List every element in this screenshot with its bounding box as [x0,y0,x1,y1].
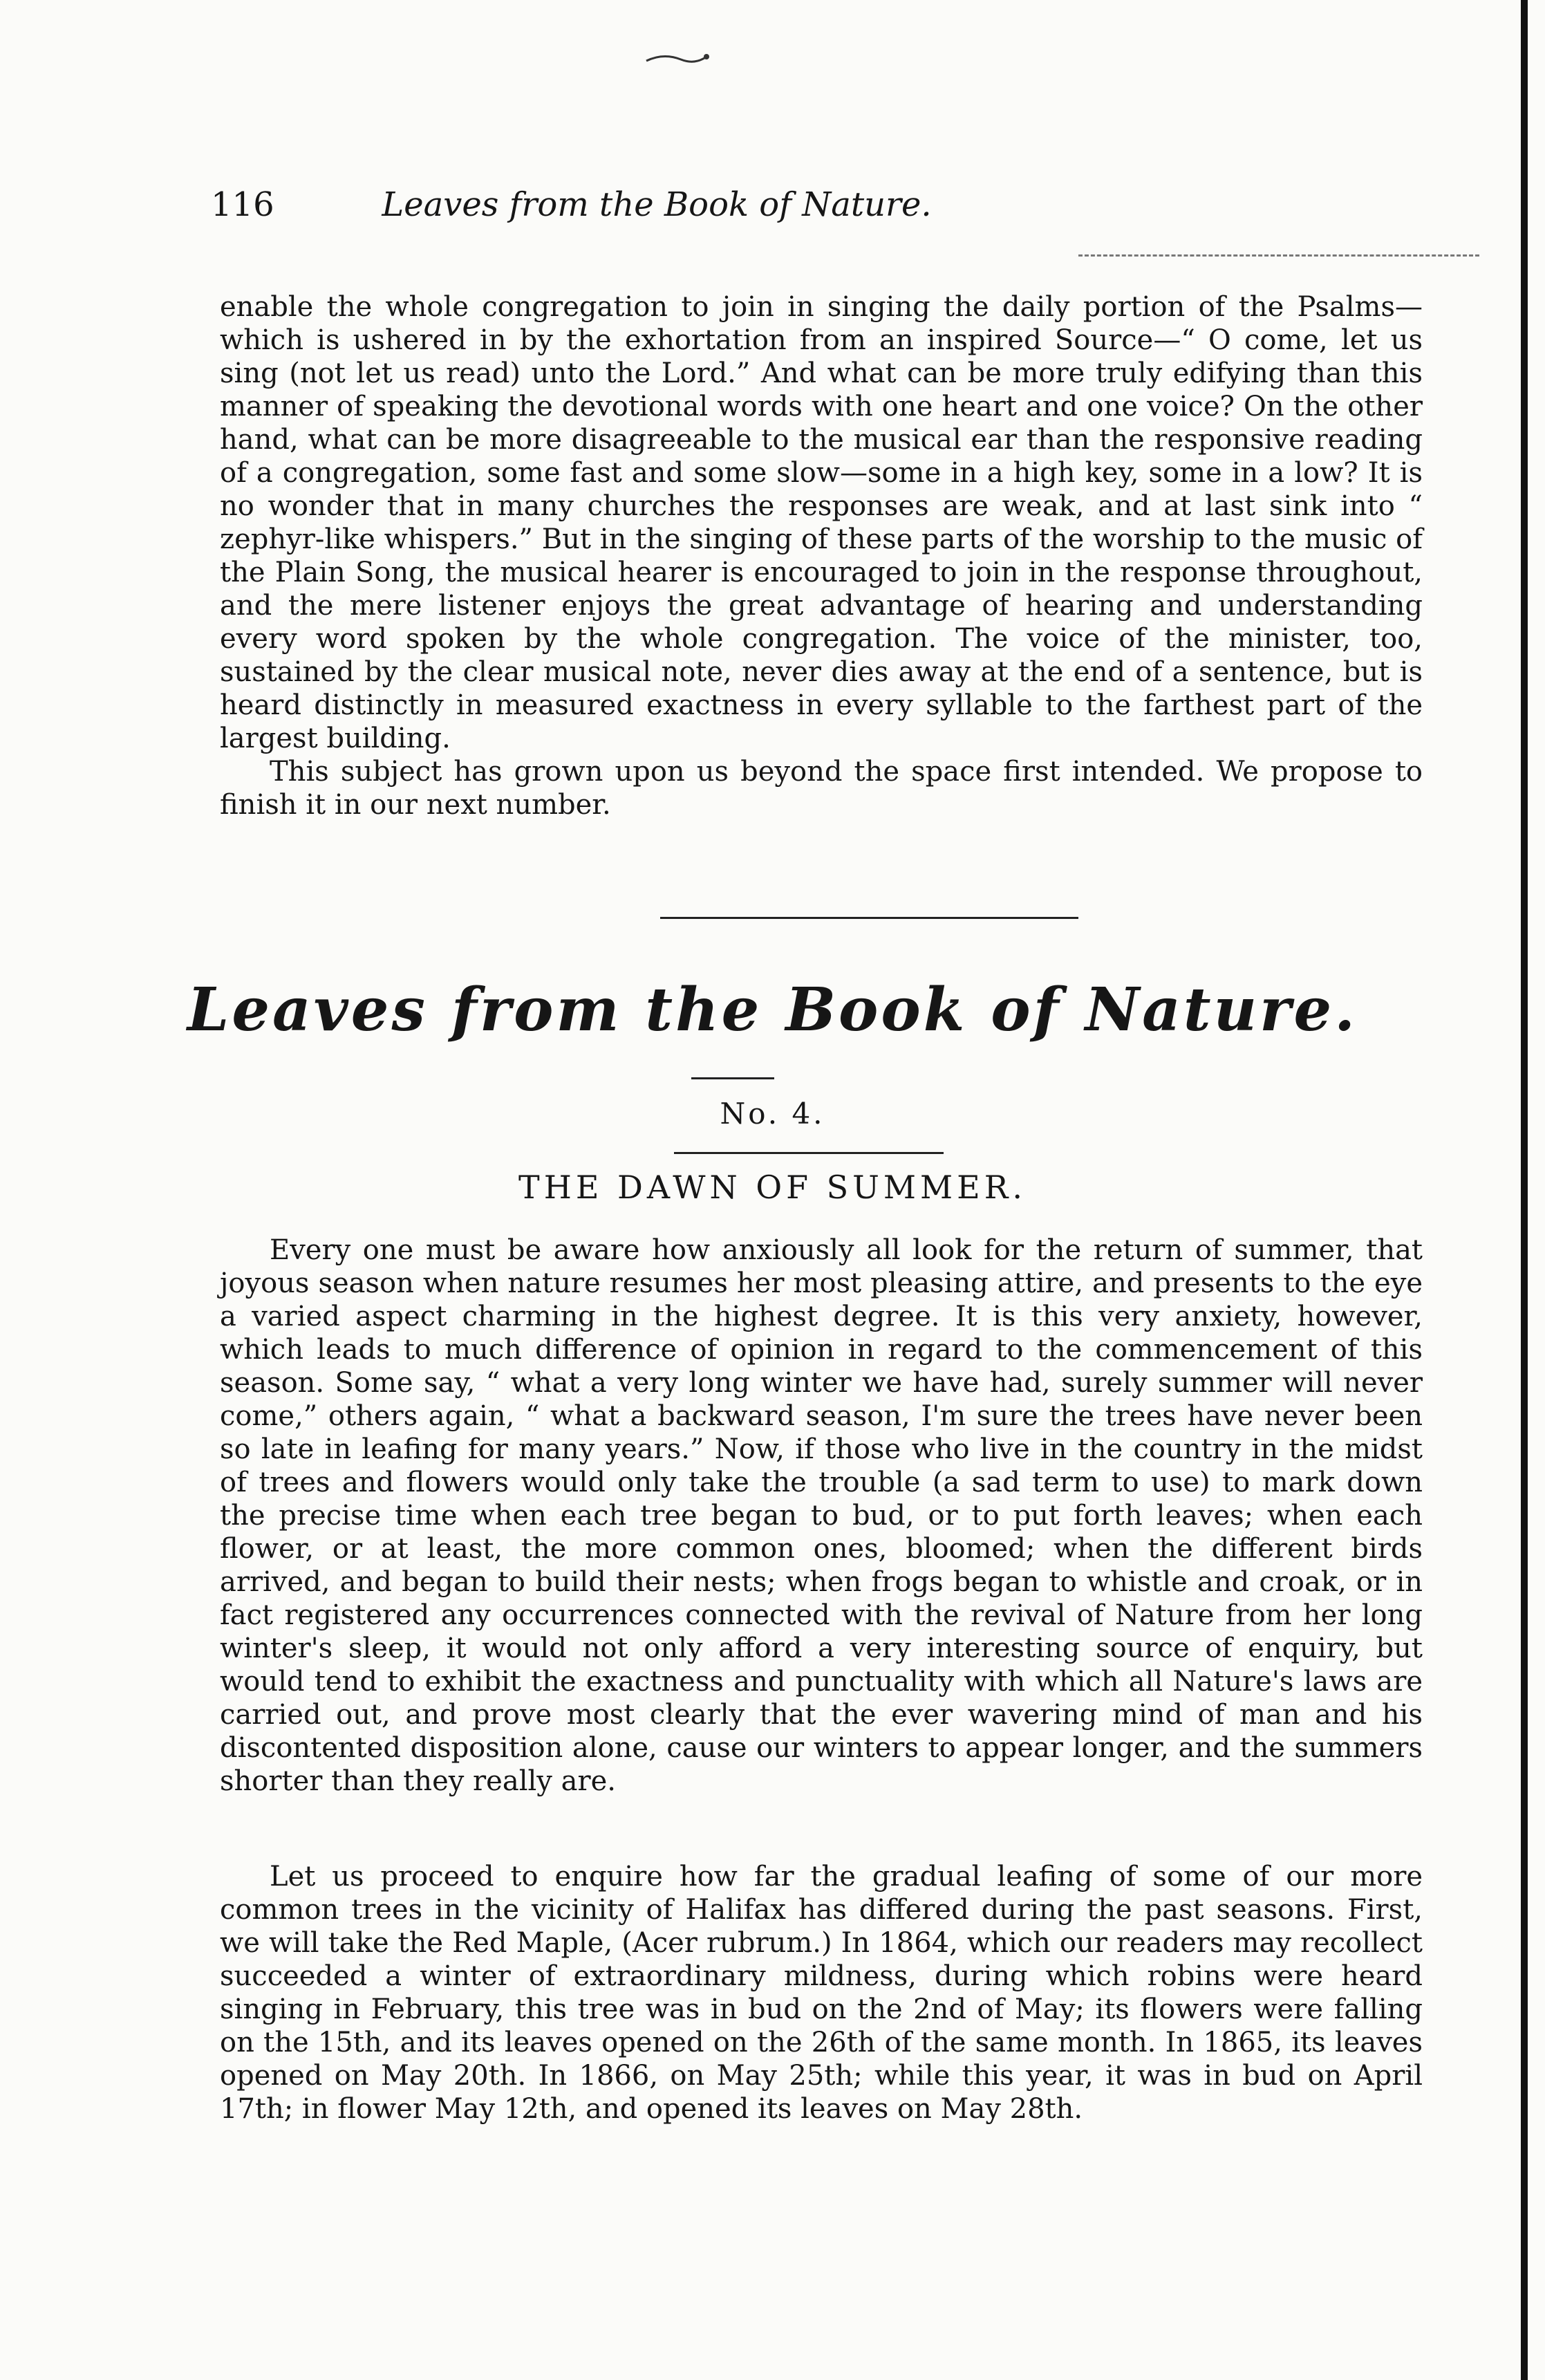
series-title: Leaves from the Book of Nature. [187,975,1358,1045]
short-divider [691,1077,774,1079]
title-divider [674,1152,944,1154]
previous-article-text [220,290,1423,821]
page-header [211,185,1103,234]
paragraph: enable the whole congregation to join in singing the daily portion of the Psalms—which is ushered in by the exhortation from an inspired Source—“ O come, let us sing (not let us read) unto the Lord.” And what can be more truly edifying than this manner of speaking the devotional words with one heart and one voice? On the other hand, what can be more disagreeable to the musical ear than the responsive reading of a congregation, some fast and some slow—some in a high key, some in a low? It is no wonder that in many churches the responses are weak, and at last sink into “ zephyr-like whispers.” But in the singing of these parts of the worship to the music of the Plain Song, the musical hearer is encouraged to join in the response throughout, and the mere listener enjoys the great advantage of hearing and understanding every word spoken by the whole congregation. The voice of the minister, too, sustained by the clear musical note, never dies away at the end of a sentence, but is heard distinctly in measured exactness in every syllable to the farthest part of the largest building. [220,291,1423,754]
paragraph: Every one must be aware how anxiously all look for the return of summer, that joyous season when nature resumes her most pleasing attire, and presents to the eye a varied aspect charming in the highest degree. It is this very anxiety, however, which leads to much difference of opinion in regard to the commencement of this season. Some say, “ what a very long winter we have had, surely summer will never come,” others again, “ what a backward season, I'm sure the trees have never been so late in leafing for many years.” Now, if those who live in the country in the midst of trees and flowers would only take the trouble (a sad term to use) to mark down the precise time when each tree began to bud, or to put forth leaves; when each flower, or at least, the more common ones, bloomed; when the different birds arrived, and began to build their nests; when frogs began to whistle and croak, or in fact registered any occurrences connected with the revival of Nature from her long winter's sleep, it would not only afford a very interesting source of enquiry, but would tend to exhibit the exactness and punctuality with which all Nature's laws are carried out, and prove most clearly that the ever wavering mind of man and his discontented disposition alone, cause our winters to appear longer, and the summers shorter than they really are. [220,1234,1423,1797]
section-divider [660,917,1078,919]
printer-ornament [643,48,712,69]
article-title: THE DAWN OF SUMMER. [518,1169,1027,1206]
paragraph: Let us proceed to enquire how far the gradual leafing of some of our more common trees in the vicinity of Halifax has differed during the past seasons. First, we will take the Red Maple, (Acer rubrum.) In 1864, which our readers may recollect succeeded a winter of extraordinary mildness, during which robins were heard singing in February, this tree was in bud on the 2nd of May; its flowers were falling on the 15th, and its leaves opened on the 26th of the same month. In 1865, its leaves opened on May 20th. In 1866, on May 25th; while this year, it was in bud on April 17th; in flower May 12th, and opened its leaves on May 28th. [220,1861,1423,2125]
page-number: 116 [211,185,274,224]
paragraph: This subject has grown upon us beyond the space first intended. We propose to finish it in our next number. [220,756,1423,821]
article-body [220,1234,1423,1798]
article-body-continued [220,1860,1423,2126]
header-rule [1078,254,1479,257]
running-title: Leaves from the Book of Nature. [382,185,932,224]
issue-number: No. 4. [720,1097,825,1131]
